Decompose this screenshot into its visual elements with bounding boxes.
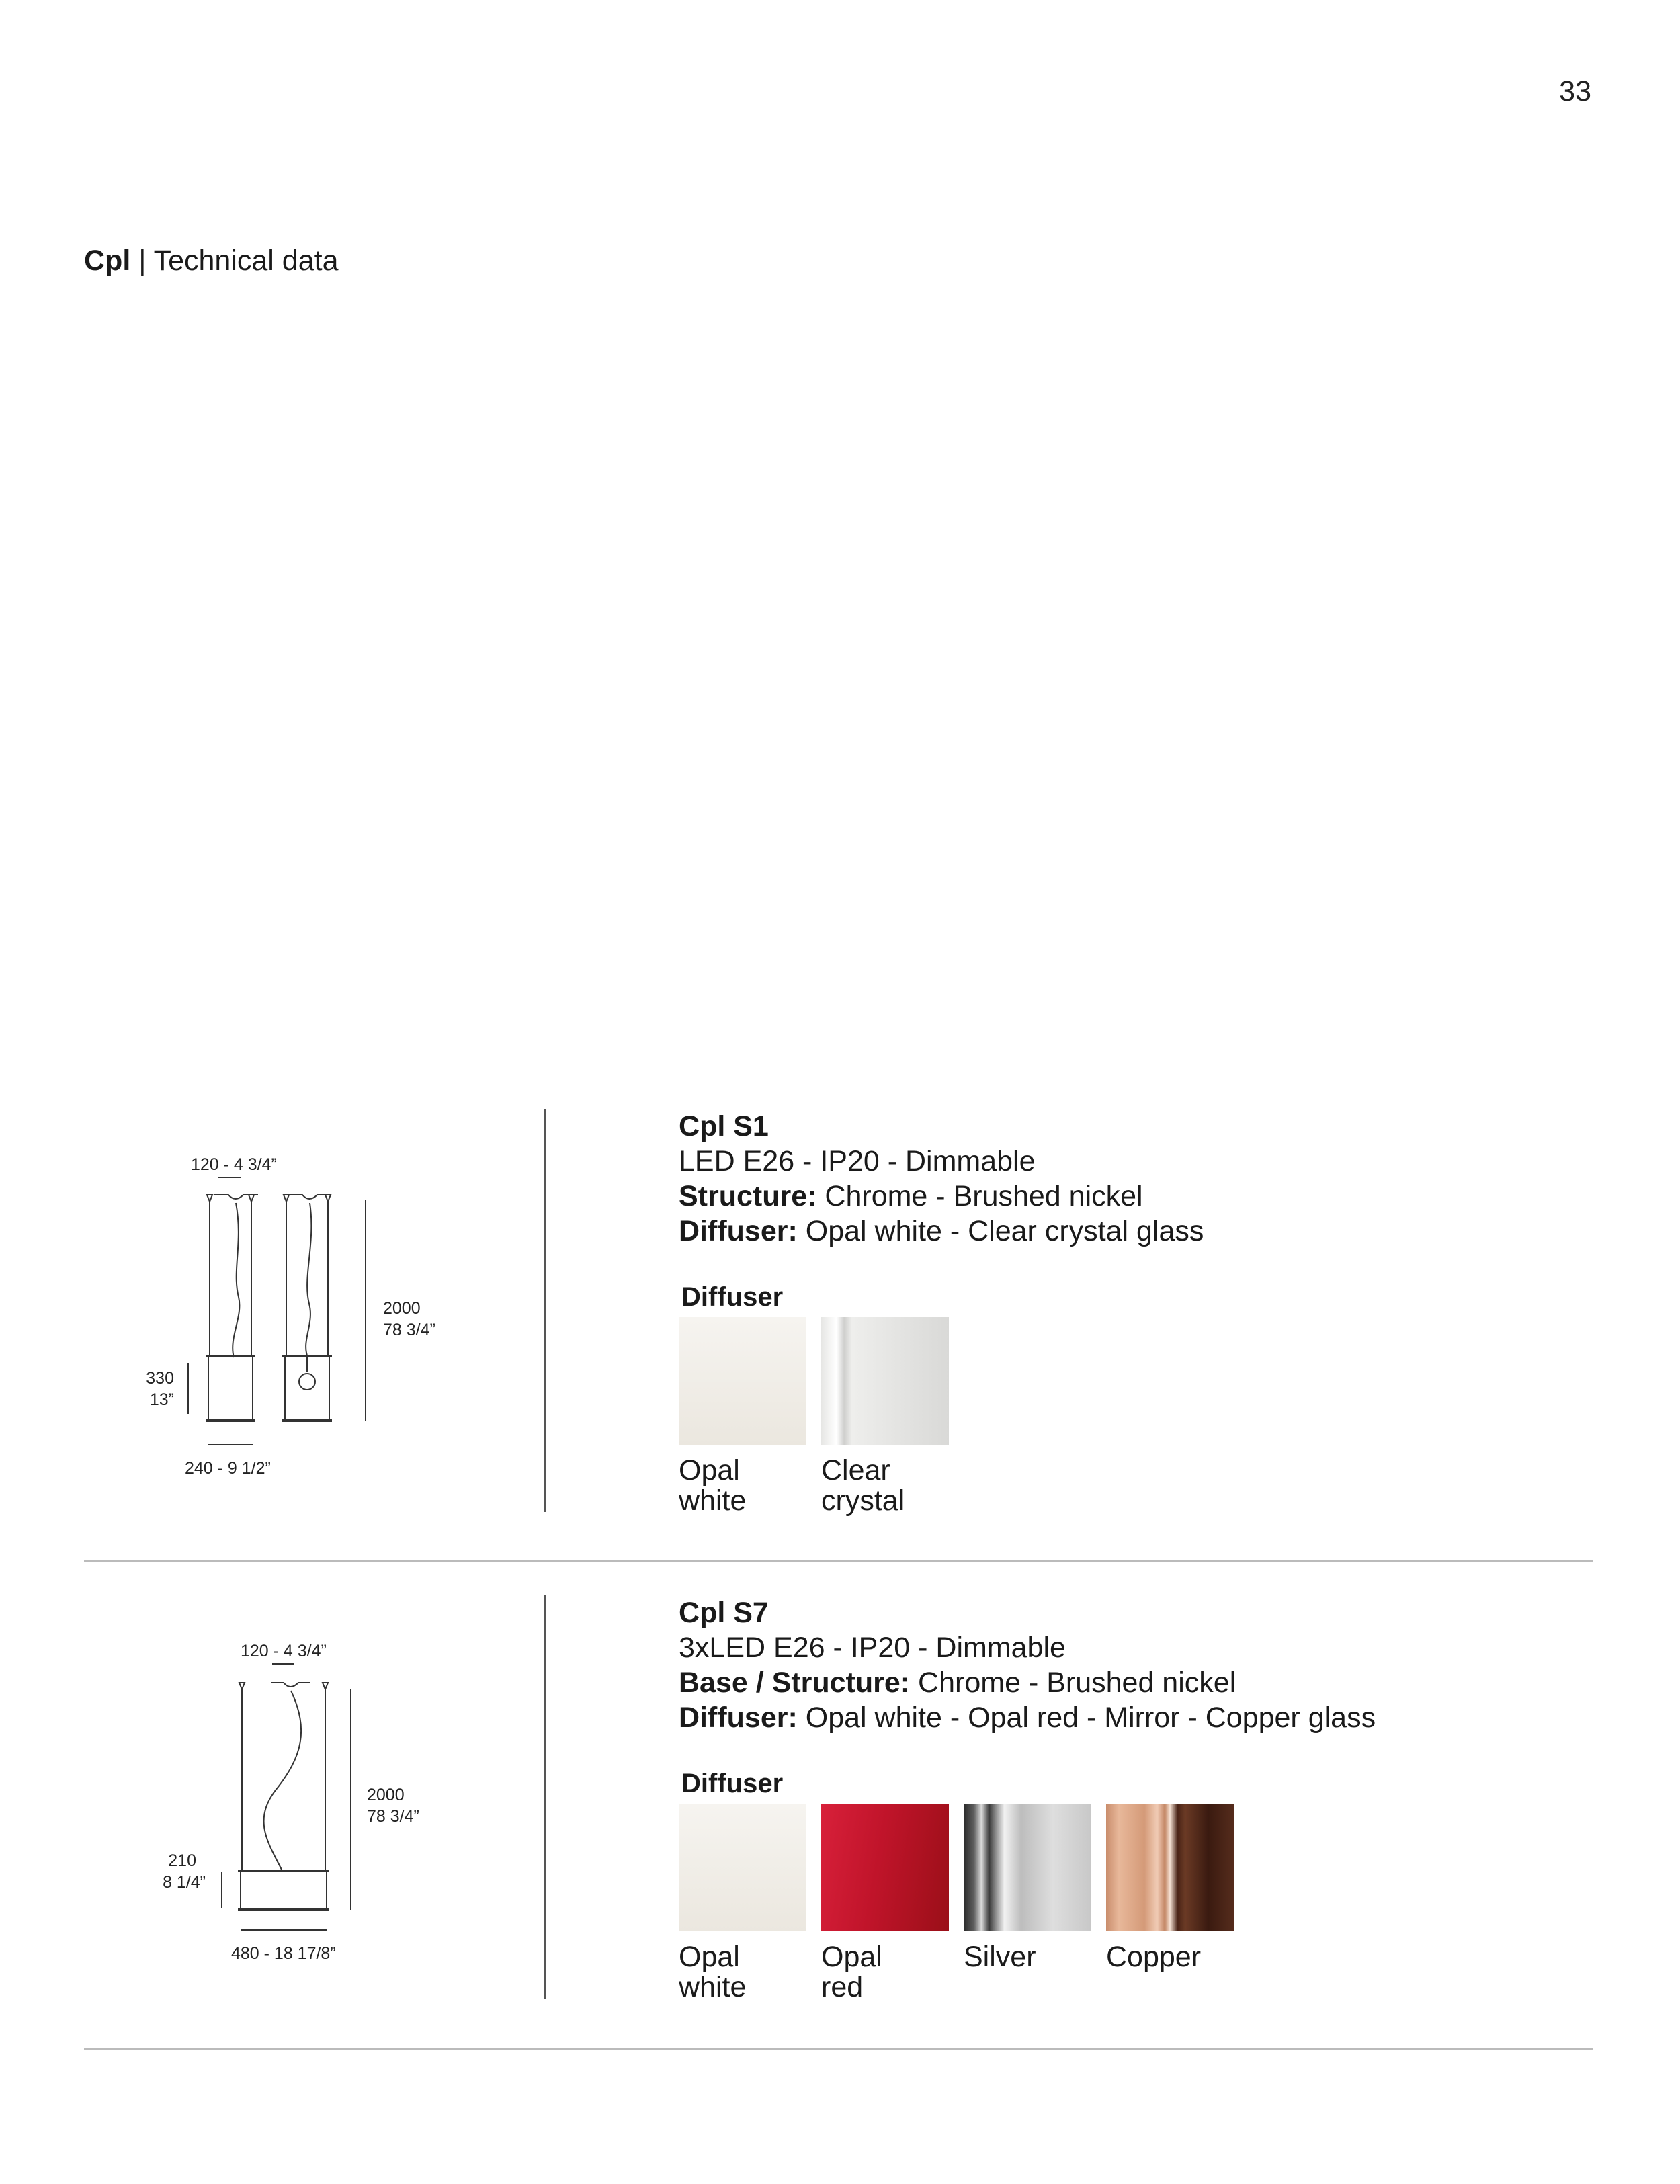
swatch-opal-red [821,1804,949,2003]
diffuser-line [679,1214,1620,1249]
swatch-name [1106,1942,1241,1972]
column-divider [544,1109,546,1512]
diffuser-heading: Diffuser [681,1282,784,1312]
swatch-chip [821,1317,949,1445]
dim-width-s7: 480 - 18 17/8” [231,1944,336,1963]
swatch-chip [1106,1804,1234,1931]
swatch-name-line1: Opal [679,1454,740,1486]
lamp-drawing-s1 [87,1109,517,1525]
brand-name: Cpl [84,245,131,277]
page-number: 33 [1559,75,1591,108]
swatch-name-line2: white [679,1971,747,2003]
diffuser-value: Opal white - Clear crystal glass [797,1215,1204,1247]
swatch-name-line2: white [679,1484,747,1517]
structure-value: Chrome - Brushed nickel [910,1667,1236,1699]
diffuser-heading: Diffuser [681,1769,784,1798]
dim-canopy-s7: 120 - 4 3/4” [241,1642,327,1661]
dim-height-in-s7: 78 3/4” [367,1807,419,1826]
diffuser-label: Diffuser: [679,1702,798,1734]
structure-label: Structure: [679,1180,817,1212]
dim-height-mm-s1: 2000 [383,1299,421,1318]
diffuser-line [679,1700,1620,1735]
product-specs-s1 [679,1109,1620,1517]
diffuser-label: Diffuser: [679,1215,798,1247]
swatch-name-line1: Copper [1106,1941,1202,1973]
spec-line: LED E26 - IP20 - Dimmable [679,1145,1036,1177]
swatch-chip [964,1804,1091,1931]
structure-label: Base / Structure: [679,1667,911,1699]
dim-height-mm-s7: 2000 [367,1786,405,1804]
title-separator: | [130,245,154,277]
dim-width-s1: 240 - 9 1/2” [185,1459,271,1478]
dim-body-in-s7: 8 1/4” [163,1873,206,1892]
swatch-name [821,1942,956,2003]
dim-height-in-s1: 78 3/4” [383,1320,435,1339]
dim-canopy-s1: 120 - 4 3/4” [191,1155,277,1174]
dim-body-mm-s1: 330 [146,1369,174,1388]
swatch-chip [679,1804,806,1931]
structure-line [679,1665,1620,1700]
dim-body-in-s1: 13” [149,1390,174,1409]
swatch-name [821,1456,956,1516]
swatch-name [679,1456,813,1516]
swatch-silver [964,1804,1091,1972]
product-specs-s7 [679,1595,1620,2003]
diffuser-value: Opal white - Opal red - Mirror - Copper glass [797,1702,1376,1734]
swatch-opal-white [679,1317,806,1516]
swatch-name-line2: crystal [821,1484,905,1517]
structure-value: Chrome - Brushed nickel [816,1180,1143,1212]
structure-line [679,1179,1620,1214]
swatch-name-line1: Opal [679,1941,740,1973]
model-name: Cpl S1 [679,1110,769,1142]
page-title [84,245,338,278]
swatch-name-line1: Silver [964,1941,1036,1973]
section-divider [84,1560,1593,1562]
technical-drawing-s7 [87,1595,517,2012]
swatch-chip [821,1804,949,1931]
swatch-name [964,1942,1098,1972]
dim-body-mm-s7: 210 [168,1851,196,1870]
section-divider [84,2048,1593,2050]
column-divider [544,1595,546,1999]
swatch-name-line2: red [821,1971,864,2003]
title-text: Technical data [153,245,339,277]
spec-line: 3xLED E26 - IP20 - Dimmable [679,1632,1066,1664]
swatch-name [679,1942,813,2003]
technical-drawing-s1 [87,1109,517,1525]
swatch-chip [679,1317,806,1445]
swatch-opal-white [679,1804,806,2003]
swatch-name-line1: Opal [821,1941,882,1973]
swatch-name-line1: Clear [821,1454,890,1486]
swatch-copper [1106,1804,1234,1972]
model-name: Cpl S7 [679,1597,769,1629]
swatch-clear-crystal [821,1317,949,1516]
